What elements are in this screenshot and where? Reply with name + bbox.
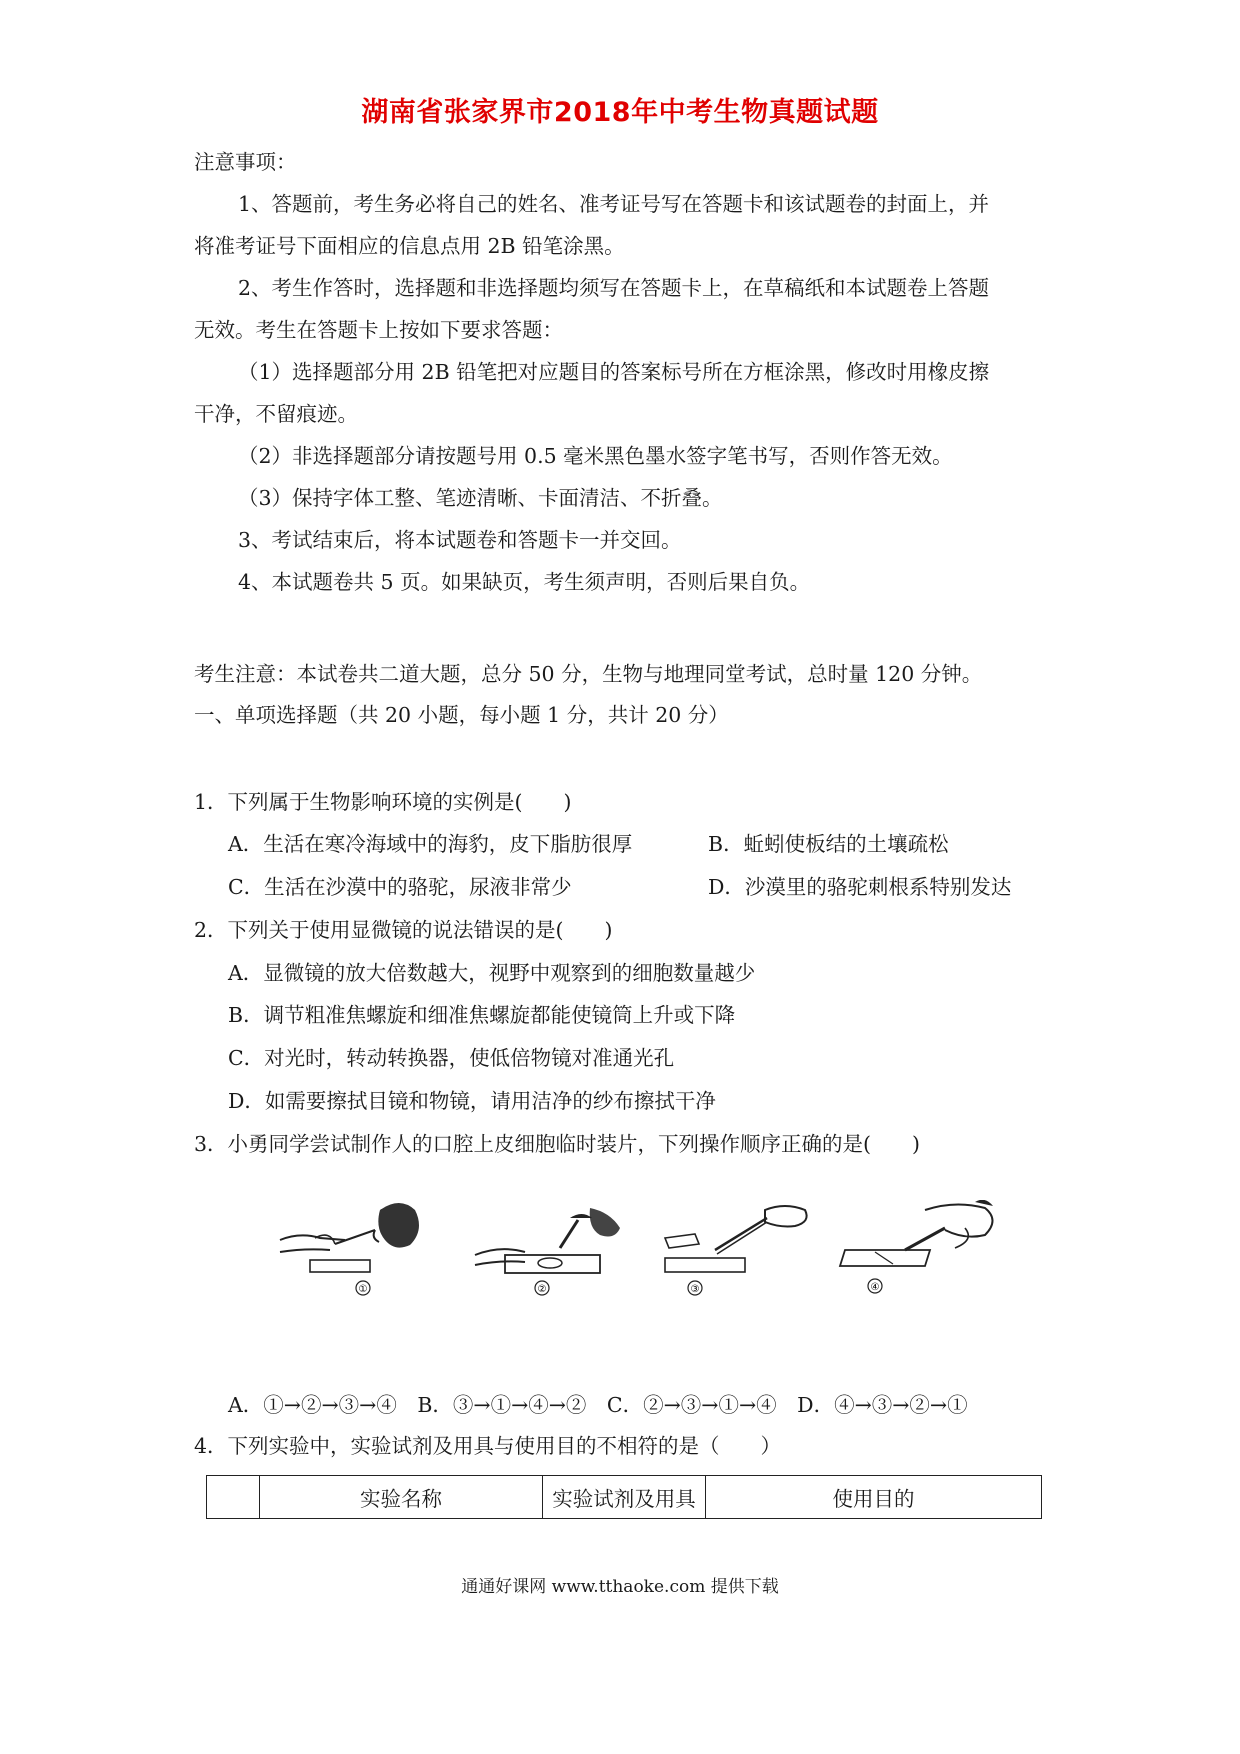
hand-dropper-stain-icon — [835, 1200, 1005, 1300]
question-1-stem: 1．下列属于生物影响环境的实例是( ) — [194, 790, 572, 814]
notice-line: 2、考生作答时，选择题和非选择题均须写在答题卡上，在草稿纸和本试题卷上答题 — [238, 276, 990, 300]
question-3-options: A．①→②→③→④ B．③→①→④→② C．②→③→①→④ D．④→③→②→① — [228, 1393, 968, 1417]
page-title: 湖南省张家界市2018年中考生物真题试题 — [361, 97, 879, 128]
notice-heading: 注意事项： — [194, 150, 297, 174]
notice-line: 将准考证号下面相应的信息点用 2B 铅笔涂黑。 — [194, 234, 625, 258]
figure-label-1: ① — [358, 1284, 368, 1295]
figure-label-3: ③ — [690, 1284, 700, 1295]
table-header-cell: 实验名称 — [260, 1476, 543, 1519]
figure-step-2 — [470, 1200, 630, 1300]
notice-line: 3、考试结束后，将本试题卷和答题卡一并交回。 — [238, 528, 682, 552]
question-2-option-d: D．如需要擦拭目镜和物镜，请用洁净的纱布擦拭干净 — [228, 1089, 716, 1113]
question-2-option-c: C．对光时，转动转换器，使低倍物镜对准通光孔 — [228, 1046, 675, 1070]
figure-label-4: ④ — [870, 1282, 880, 1293]
section-heading: 一、单项选择题（共 20 小题，每小题 1 分，共计 20 分） — [194, 703, 729, 727]
table-header-cell: 使用目的 — [706, 1476, 1042, 1519]
question-4-table — [206, 1475, 1042, 1519]
question-2-option-b: B．调节粗准焦螺旋和细准焦螺旋都能使镜筒上升或下降 — [228, 1003, 736, 1027]
notice-line: （2）非选择题部分请按题号用 0.5 毫米黑色墨水签字笔书写，否则作答无效。 — [238, 444, 953, 468]
notice-line: （1）选择题部分用 2B 铅笔把对应题目的答案标号所在方框涂黑，修改时用橡皮擦 — [238, 360, 990, 384]
question-2-option-a: A．显微镜的放大倍数越大，视野中观察到的细胞数量越少 — [228, 961, 756, 985]
table-header-row — [207, 1476, 1042, 1519]
question-2-stem: 2．下列关于使用显微镜的说法错误的是( ) — [194, 918, 613, 942]
notice-line: 1、答题前，考生务必将自己的姓名、准考证号写在答题卡和该试题卷的封面上，并 — [238, 192, 990, 216]
notice-line: （3）保持字体工整、笔迹清晰、卡面清洁、不折叠。 — [238, 486, 723, 510]
notice-line: 4、本试题卷共 5 页。如果缺页，考生须声明，否则后果自负。 — [238, 570, 811, 594]
question-1-option-c: C．生活在沙漠中的骆驼，尿液非常少 — [228, 875, 572, 899]
table-header-cell: 实验试剂及用具 — [543, 1476, 706, 1519]
table-header-cell — [207, 1476, 260, 1519]
notice-line: 干净，不留痕迹。 — [194, 402, 358, 426]
question-1-option-d: D．沙漠里的骆驼刺根系特别发达 — [708, 875, 1012, 899]
question-1-option-b: B．蚯蚓使板结的土壤疏松 — [708, 832, 949, 856]
figure-step-1 — [275, 1200, 435, 1300]
question-3-stem: 3．小勇同学尝试制作人的口腔上皮细胞临时装片，下列操作顺序正确的是( ) — [194, 1132, 921, 1156]
figure-step-4 — [835, 1200, 1005, 1300]
hand-toothpick-icon — [275, 1200, 435, 1300]
footer-download-note: 通通好课网 www.tthaoke.com 提供下载 — [461, 1577, 779, 1597]
exam-note: 考生注意：本试卷共二道大题，总分 50 分，生物与地理同堂考试，总时量 120 分钟。 — [194, 662, 983, 686]
figure-step-3 — [655, 1200, 815, 1300]
notice-line: 无效。考生在答题卡上按如下要求答题： — [194, 318, 563, 342]
question-1-option-a: A．生活在寒冷海域中的海豹，皮下脂肪很厚 — [228, 832, 633, 856]
dropper-slide-icon — [470, 1200, 630, 1300]
question-4-stem: 4．下列实验中，实验试剂及用具与使用目的不相符的是（ ） — [194, 1434, 782, 1458]
tweezers-coverslip-icon — [655, 1200, 815, 1300]
figure-label-2: ② — [537, 1284, 547, 1295]
